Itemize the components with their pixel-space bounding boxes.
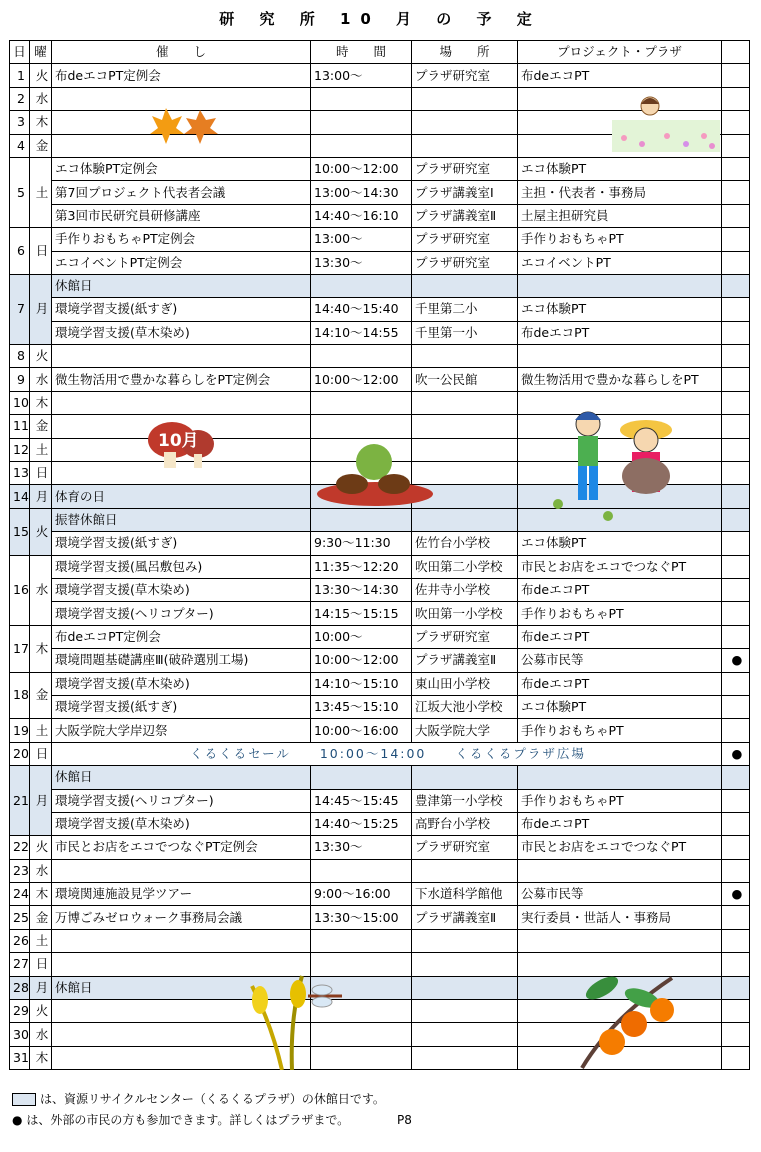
place-cell — [412, 134, 518, 157]
day-cell: 19 — [10, 719, 30, 742]
mark-cell — [722, 251, 750, 274]
project-cell: 手作りおもちゃPT — [518, 789, 722, 812]
time-cell: 10:00～12:00 — [311, 649, 412, 672]
sale-event-cell: くるくるセール 10:00～14:00 くるくるプラザ広場 — [52, 742, 722, 765]
project-cell: 主担・代表者・事務局 — [518, 181, 722, 204]
place-cell: 吹一公民館 — [412, 368, 518, 391]
october-badge-text: 10月 — [158, 431, 199, 451]
place-cell — [412, 111, 518, 134]
place-cell — [412, 274, 518, 297]
table-row — [10, 859, 750, 882]
event-cell: 環境学習支援(ヘリコプター) — [52, 789, 311, 812]
dot-icon: ● — [12, 1113, 23, 1127]
project-cell: 市民とお店をエコでつなぐPT — [518, 555, 722, 578]
weekday-cell: 水 — [30, 368, 52, 391]
project-cell — [518, 274, 722, 297]
weekday-cell: 日 — [30, 742, 52, 765]
time-cell: 9:30～11:30 — [311, 532, 412, 555]
time-cell — [311, 274, 412, 297]
day-cell: 10 — [10, 391, 30, 414]
place-cell — [412, 929, 518, 952]
time-cell — [311, 345, 412, 368]
day-cell: 22 — [10, 836, 30, 859]
flower-field-girl-icon — [612, 92, 720, 152]
mark-cell — [722, 719, 750, 742]
event-cell: 環境学習支援(紙すぎ) — [52, 298, 311, 321]
chestnut-kids-icon — [548, 400, 680, 528]
legend-closed-text: は、資源リサイクルセンター（くるくるプラザ）の休館日です。 — [40, 1092, 385, 1106]
mark-cell — [722, 578, 750, 601]
project-cell: エコイベントPT — [518, 251, 722, 274]
place-cell: プラザ研究室 — [412, 836, 518, 859]
time-cell: 14:15～15:15 — [311, 602, 412, 625]
event-cell: 休館日 — [52, 766, 311, 789]
mark-cell — [722, 602, 750, 625]
project-cell: 実行委員・世話人・事務局 — [518, 906, 722, 929]
legend-closed — [12, 1090, 385, 1107]
time-cell: 13:00～ — [311, 64, 412, 87]
event-cell: 環境学習支援(紙すぎ) — [52, 695, 311, 718]
weekday-cell: 火 — [30, 64, 52, 87]
table-row — [10, 789, 750, 812]
weekday-cell: 木 — [30, 625, 52, 672]
place-cell: プラザ研究室 — [412, 64, 518, 87]
mark-cell — [722, 766, 750, 789]
mark-cell — [722, 391, 750, 414]
day-cell: 13 — [10, 462, 30, 485]
event-cell — [52, 929, 311, 952]
event-cell — [52, 859, 311, 882]
mark-cell — [722, 462, 750, 485]
mark-cell — [722, 672, 750, 695]
header-project: プロジェクト・プラザ — [518, 41, 722, 64]
project-cell: エコ体験PT — [518, 695, 722, 718]
event-cell: 第7回プロジェクト代表者会議 — [52, 181, 311, 204]
time-cell — [311, 859, 412, 882]
page-title: 研 究 所 10 月 の 予 定 — [219, 10, 542, 28]
table-row — [10, 672, 750, 695]
day-cell: 2 — [10, 87, 30, 110]
event-cell: エコ体験PT定例会 — [52, 157, 311, 180]
mark-cell — [722, 836, 750, 859]
time-cell: 9:00～16:00 — [311, 883, 412, 906]
schedule-body — [10, 64, 750, 1070]
weekday-cell: 月 — [30, 976, 52, 999]
table-row — [10, 298, 750, 321]
rice-dragonfly-icon — [242, 966, 346, 1070]
project-cell — [518, 766, 722, 789]
time-cell: 13:00～14:30 — [311, 181, 412, 204]
time-cell: 14:45～15:45 — [311, 789, 412, 812]
event-cell: 布deエコPT定例会 — [52, 64, 311, 87]
event-cell: 環境関連施設見学ツアー — [52, 883, 311, 906]
project-cell: 土屋主担研究員 — [518, 204, 722, 227]
place-cell: プラザ講義室Ⅱ — [412, 906, 518, 929]
public-participation-dot-icon: ● — [722, 883, 750, 906]
table-row — [10, 602, 750, 625]
place-cell: 千里第一小 — [412, 321, 518, 344]
time-cell: 14:10～14:55 — [311, 321, 412, 344]
header-mark — [722, 41, 750, 64]
mark-cell — [722, 976, 750, 999]
project-cell: 微生物活用で豊かな暮らしをPT — [518, 368, 722, 391]
time-cell — [311, 415, 412, 438]
project-cell: 布deエコPT — [518, 64, 722, 87]
event-cell: 市民とお店をエコでつなぐPT定例会 — [52, 836, 311, 859]
project-cell: エコ体験PT — [518, 532, 722, 555]
header-time: 時 間 — [311, 41, 412, 64]
event-cell: 環境学習支援(草木染め) — [52, 672, 311, 695]
mark-cell — [722, 859, 750, 882]
autumn-leaves-icon — [148, 104, 220, 148]
day-cell: 17 — [10, 625, 30, 672]
place-cell — [412, 1023, 518, 1046]
place-cell: プラザ研究室 — [412, 157, 518, 180]
day-cell: 27 — [10, 953, 30, 976]
weekday-cell: 火 — [30, 345, 52, 368]
weekday-cell: 金 — [30, 415, 52, 438]
weekday-cell: 土 — [30, 438, 52, 461]
table-row — [10, 929, 750, 952]
table-row — [10, 719, 750, 742]
day-cell: 8 — [10, 345, 30, 368]
mark-cell — [722, 64, 750, 87]
weekday-cell: 日 — [30, 462, 52, 485]
day-cell: 31 — [10, 1046, 30, 1069]
weekday-cell: 土 — [30, 719, 52, 742]
table-row — [10, 274, 750, 297]
mark-cell — [722, 298, 750, 321]
time-cell: 14:40～15:40 — [311, 298, 412, 321]
time-cell: 10:00～12:00 — [311, 368, 412, 391]
time-cell: 10:00～12:00 — [311, 157, 412, 180]
day-cell: 25 — [10, 906, 30, 929]
place-cell: プラザ研究室 — [412, 228, 518, 251]
table-row — [10, 649, 750, 672]
project-cell — [518, 345, 722, 368]
place-cell: 吹田第一小学校 — [412, 602, 518, 625]
day-cell: 12 — [10, 438, 30, 461]
table-row — [10, 532, 750, 555]
mark-cell — [722, 812, 750, 835]
place-cell: 佐井寺小学校 — [412, 578, 518, 601]
weekday-cell: 火 — [30, 836, 52, 859]
place-cell: プラザ研究室 — [412, 251, 518, 274]
place-cell: プラザ講義室Ⅱ — [412, 649, 518, 672]
event-cell: 環境問題基礎講座Ⅲ(破砕選別工場) — [52, 649, 311, 672]
mark-cell — [722, 321, 750, 344]
place-cell — [412, 859, 518, 882]
weekday-cell: 木 — [30, 111, 52, 134]
table-row — [10, 812, 750, 835]
event-cell: 振替休館日 — [52, 508, 311, 531]
time-cell: 13:30～14:30 — [311, 578, 412, 601]
weekday-cell: 土 — [30, 157, 52, 227]
time-cell: 13:00～ — [311, 228, 412, 251]
day-cell: 5 — [10, 157, 30, 227]
time-cell — [311, 929, 412, 952]
place-cell: 千里第二小 — [412, 298, 518, 321]
event-cell: 環境学習支援(草木染め) — [52, 321, 311, 344]
mark-cell — [722, 181, 750, 204]
time-cell: 14:10～15:10 — [311, 672, 412, 695]
mark-cell — [722, 228, 750, 251]
day-cell: 1 — [10, 64, 30, 87]
time-cell — [311, 87, 412, 110]
place-cell: 大阪学院大学 — [412, 719, 518, 742]
mark-cell — [722, 438, 750, 461]
table-row — [10, 836, 750, 859]
weekday-cell: 月 — [30, 274, 52, 344]
event-cell: 体育の日 — [52, 485, 311, 508]
place-cell: 高野台小学校 — [412, 812, 518, 835]
table-row — [10, 368, 750, 391]
event-cell: 環境学習支援(紙すぎ) — [52, 532, 311, 555]
project-cell: 布deエコPT — [518, 578, 722, 601]
place-cell — [412, 766, 518, 789]
mark-cell — [722, 111, 750, 134]
table-row — [10, 906, 750, 929]
mark-cell — [722, 508, 750, 531]
weekday-cell: 火 — [30, 508, 52, 555]
table-row — [10, 883, 750, 906]
place-cell: 吹田第二小学校 — [412, 555, 518, 578]
project-cell: 市民とお店をエコでつなぐPT — [518, 836, 722, 859]
event-cell: 休館日 — [52, 976, 311, 999]
time-cell: 11:35～12:20 — [311, 555, 412, 578]
event-cell: 環境学習支援(ヘリコプター) — [52, 602, 311, 625]
time-cell — [311, 391, 412, 414]
place-cell: プラザ講義室Ⅱ — [412, 204, 518, 227]
schedule-table — [9, 40, 750, 1070]
legend-dot — [12, 1111, 412, 1128]
event-cell: 布deエコPT定例会 — [52, 625, 311, 648]
time-cell: 13:45～15:10 — [311, 695, 412, 718]
day-cell: 23 — [10, 859, 30, 882]
header-day: 日 — [10, 41, 30, 64]
weekday-cell: 木 — [30, 883, 52, 906]
closed-swatch — [12, 1093, 36, 1106]
table-row — [10, 625, 750, 648]
table-row — [10, 742, 750, 765]
header-weekday: 曜 — [30, 41, 52, 64]
mark-cell — [722, 1046, 750, 1069]
table-row — [10, 64, 750, 87]
project-cell: 手作りおもちゃPT — [518, 602, 722, 625]
day-cell: 6 — [10, 228, 30, 275]
table-row — [10, 578, 750, 601]
persimmon-icon — [572, 958, 692, 1070]
mark-cell — [722, 789, 750, 812]
day-cell: 14 — [10, 485, 30, 508]
project-cell: 布deエコPT — [518, 672, 722, 695]
time-cell — [311, 766, 412, 789]
mark-cell — [722, 415, 750, 438]
weekday-cell: 日 — [30, 228, 52, 275]
mark-cell — [722, 204, 750, 227]
weekday-cell: 金 — [30, 906, 52, 929]
table-row — [10, 204, 750, 227]
table-row — [10, 555, 750, 578]
table-row — [10, 157, 750, 180]
mark-cell — [722, 695, 750, 718]
mark-cell — [722, 345, 750, 368]
day-cell: 16 — [10, 555, 30, 625]
time-cell — [311, 134, 412, 157]
weekday-cell: 火 — [30, 1000, 52, 1023]
legend-dot-text: は、外部の市民の方も参加できます。詳しくはプラザまで。 — [26, 1113, 350, 1127]
place-cell — [412, 415, 518, 438]
project-cell: 公募市民等 — [518, 649, 722, 672]
mark-cell — [722, 532, 750, 555]
day-cell: 9 — [10, 368, 30, 391]
project-cell: 公募市民等 — [518, 883, 722, 906]
day-cell: 29 — [10, 1000, 30, 1023]
day-cell: 28 — [10, 976, 30, 999]
public-participation-dot-icon: ● — [722, 742, 750, 765]
place-cell — [412, 391, 518, 414]
time-cell: 10:00～16:00 — [311, 719, 412, 742]
place-cell: 東山田小学校 — [412, 672, 518, 695]
mark-cell — [722, 485, 750, 508]
mark-cell — [722, 274, 750, 297]
table-row — [10, 251, 750, 274]
day-cell: 26 — [10, 929, 30, 952]
header-event: 催 し — [52, 41, 311, 64]
event-cell: エコイベントPT定例会 — [52, 251, 311, 274]
project-cell: エコ体験PT — [518, 298, 722, 321]
place-cell — [412, 508, 518, 531]
day-cell: 11 — [10, 415, 30, 438]
mark-cell — [722, 87, 750, 110]
place-cell: 江坂大池小学校 — [412, 695, 518, 718]
weekday-cell: 金 — [30, 134, 52, 157]
mark-cell — [722, 157, 750, 180]
weekday-cell: 木 — [30, 1046, 52, 1069]
public-participation-dot-icon: ● — [722, 649, 750, 672]
mark-cell — [722, 134, 750, 157]
project-cell: 手作りおもちゃPT — [518, 228, 722, 251]
place-cell — [412, 87, 518, 110]
event-cell — [52, 345, 311, 368]
event-cell: 大阪学院大学岸辺祭 — [52, 719, 311, 742]
project-cell: エコ体験PT — [518, 157, 722, 180]
header-place: 場 所 — [412, 41, 518, 64]
place-cell — [412, 1046, 518, 1069]
weekday-cell: 水 — [30, 859, 52, 882]
weekday-cell: 日 — [30, 953, 52, 976]
day-cell: 18 — [10, 672, 30, 719]
mark-cell — [722, 906, 750, 929]
time-cell — [311, 111, 412, 134]
event-cell — [52, 391, 311, 414]
project-cell: 手作りおもちゃPT — [518, 719, 722, 742]
day-cell: 24 — [10, 883, 30, 906]
day-cell: 15 — [10, 508, 30, 555]
day-cell: 4 — [10, 134, 30, 157]
time-cell: 14:40～16:10 — [311, 204, 412, 227]
project-cell: 布deエコPT — [518, 321, 722, 344]
project-cell — [518, 929, 722, 952]
place-cell: プラザ研究室 — [412, 625, 518, 648]
day-cell: 30 — [10, 1023, 30, 1046]
place-cell — [412, 345, 518, 368]
mark-cell — [722, 1023, 750, 1046]
mark-cell — [722, 368, 750, 391]
time-cell — [311, 508, 412, 531]
weekday-cell: 水 — [30, 87, 52, 110]
table-row — [10, 695, 750, 718]
place-cell — [412, 976, 518, 999]
mark-cell — [722, 625, 750, 648]
weekday-cell: 金 — [30, 672, 52, 719]
day-cell: 20 — [10, 742, 30, 765]
event-cell: 環境学習支援(風呂敷包み) — [52, 555, 311, 578]
weekday-cell: 水 — [30, 555, 52, 625]
time-cell: 13:30～15:00 — [311, 906, 412, 929]
event-cell: 万博ごみゼロウォーク事務局会議 — [52, 906, 311, 929]
project-cell: 布deエコPT — [518, 625, 722, 648]
event-cell: 環境学習支援(草木染め) — [52, 578, 311, 601]
event-cell: 微生物活用で豊かな暮らしをPT定例会 — [52, 368, 311, 391]
page-number: P8 — [396, 1113, 412, 1127]
table-row — [10, 321, 750, 344]
place-cell — [412, 1000, 518, 1023]
event-cell: 休館日 — [52, 274, 311, 297]
weekday-cell: 月 — [30, 766, 52, 836]
mark-cell — [722, 1000, 750, 1023]
place-cell: 佐竹台小学校 — [412, 532, 518, 555]
mark-cell — [722, 929, 750, 952]
chestnuts-icon — [314, 436, 436, 508]
time-cell: 10:00～ — [311, 625, 412, 648]
table-row — [10, 181, 750, 204]
event-cell: 環境学習支援(草木染め) — [52, 812, 311, 835]
place-cell — [412, 953, 518, 976]
weekday-cell: 木 — [30, 391, 52, 414]
mark-cell — [722, 555, 750, 578]
day-cell: 21 — [10, 766, 30, 836]
place-cell: プラザ講義室Ⅰ — [412, 181, 518, 204]
time-cell: 13:30～ — [311, 836, 412, 859]
table-row — [10, 228, 750, 251]
event-cell: 手作りおもちゃPT定例会 — [52, 228, 311, 251]
table-row — [10, 345, 750, 368]
project-cell: 布deエコPT — [518, 812, 722, 835]
weekday-cell: 水 — [30, 1023, 52, 1046]
event-cell: 第3回市民研究員研修講座 — [52, 204, 311, 227]
mark-cell — [722, 953, 750, 976]
project-cell — [518, 859, 722, 882]
day-cell: 7 — [10, 274, 30, 344]
table-header — [10, 41, 750, 64]
place-cell: 下水道科学館他 — [412, 883, 518, 906]
weekday-cell: 土 — [30, 929, 52, 952]
weekday-cell: 月 — [30, 485, 52, 508]
place-cell: 豊津第一小学校 — [412, 789, 518, 812]
day-cell: 3 — [10, 111, 30, 134]
table-row — [10, 766, 750, 789]
time-cell: 14:40～15:25 — [311, 812, 412, 835]
time-cell: 13:30～ — [311, 251, 412, 274]
